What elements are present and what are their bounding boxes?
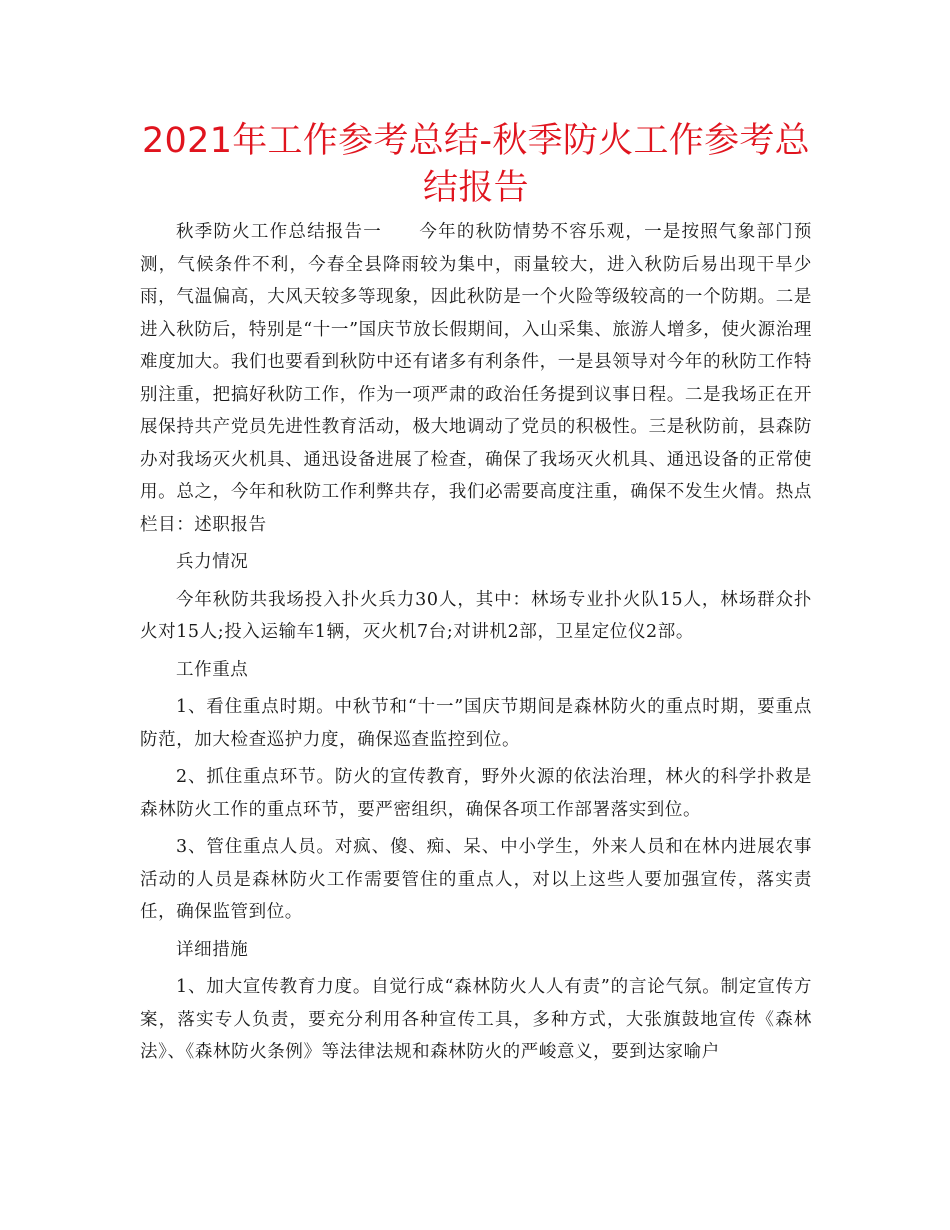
paragraph-measure-1: 1、加大宣传教育力度。自觉行成“森林防火人人有责”的言论气氛。制定宣传方案，落实专人负责，要充分利用各种宣传工具，多种方式，大张旗鼓地宣传《森林法》、《森林防火条例》等法律法规和森林防火的严峻意义，要到达家喻户 (140, 977, 812, 1062)
paragraph-priority-3: 3、管住重点人员。对疯、傻、痴、呆、中小学生，外来人员和在林内进展农事活动的人员是森林防火工作需要管住的重点人，对以上这些人要加强宣传，落实责任，确保监管到位。 (140, 837, 812, 922)
document-title: 2021年工作参考总结-秋季防火工作参考总结报告 (141, 121, 810, 208)
document-page (140, 118, 812, 1069)
paragraph-intro: 秋季防火工作总结报告一 今年的秋防情势不容乐观，一是按照气象部门预测，气候条件不利，今春全县降雨较为集中，雨量较大，进入秋防后易出现干旱少雨，气温偏高，大风天较多等现象，因此秋防是一个火险等级较高的一个防期。二是进入秋防后，特别是“十一”国庆节放长假期间，入山采集、旅游人增多，使火源治理难度加大。我们也要看到秋防中还有诸多有利条件，一是县领导对今年的秋防工作特别注重，把搞好秋防工作，作为一项严肃的政治任务提到议事日程。二是我场正在开展保持共产党员先进性教育活动，极大地调动了党员的积极性。三是秋防前，县森防办对我场灭火机具、通迅设备进展了检查，确保了我场灭火机具、通迅设备的正常使用。总之，今年和秋防工作利弊共存，我们必需要高度注重，确保不发生火情。热点栏目：述职报告 (140, 222, 812, 535)
section-heading-measures: 详细措施 (176, 939, 249, 960)
document-body (140, 216, 812, 1069)
paragraph-forces: 今年秋防共我场投入扑火兵力30人，其中：林场专业扑火队15人，林场群众扑火对15人;投入运输车1辆，灭火机7台;对讲机2部，卫星定位仪2部。 (140, 589, 812, 642)
paragraph-priority-2: 2、抓住重点环节。防火的宣传教育，野外火源的依法治理，林火的科学扑救是森林防火工作的重点环节，要严密组织，确保各项工作部署落实到位。 (140, 767, 812, 820)
section-heading-priorities: 工作重点 (176, 659, 249, 680)
paragraph-priority-1: 1、看住重点时期。中秋节和“十一”国庆节期间是森林防火的重点时期，要重点防范，加大检查巡护力度，确保巡查监控到位。 (140, 697, 812, 750)
section-heading-forces: 兵力情况 (176, 552, 249, 572)
